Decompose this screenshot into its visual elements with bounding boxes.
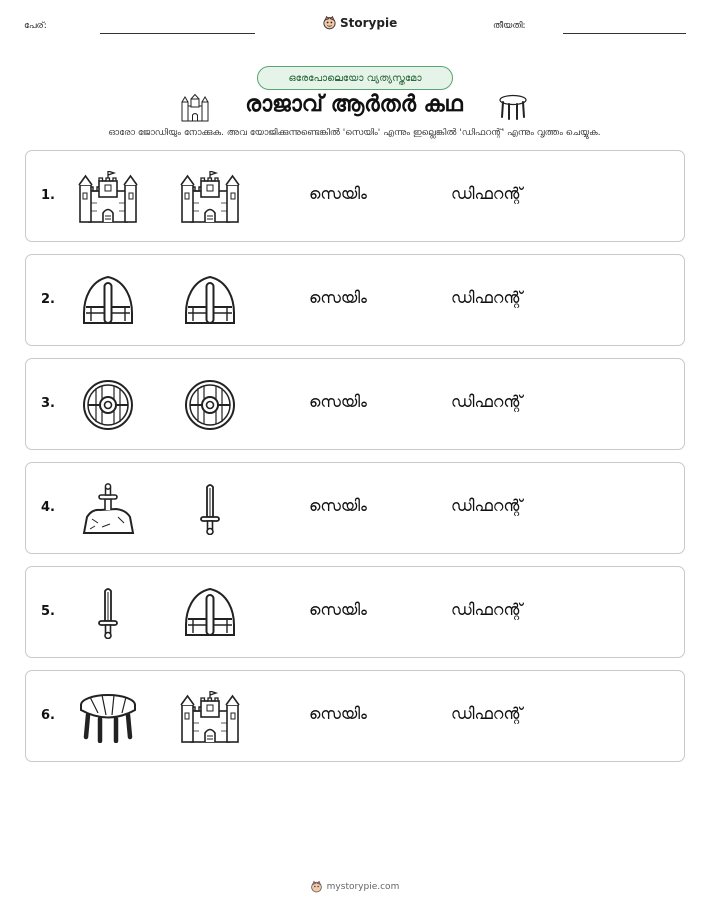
sword-icon bbox=[78, 587, 138, 639]
different-option[interactable]: ഡിഫറന്റ് bbox=[451, 184, 523, 203]
date-field-line[interactable] bbox=[563, 33, 686, 34]
page-title: രാജാവ് ആർതർ കഥ bbox=[245, 92, 463, 117]
brand-name: Storypie bbox=[340, 15, 398, 30]
question-number: 1. bbox=[41, 188, 55, 203]
instructions: ഓരോ ജോഡിയും നോക്കുക. അവ യോജിക്കുന്നുണ്ടെങ്കിൽ 'സെയിം' എന്നും ഇല്ലെങ്കിൽ 'ഡിഫറന്റ്' എന്നും വൃത്തം ചെയ്യുക. bbox=[108, 128, 601, 138]
castle-icon bbox=[180, 691, 240, 743]
different-option[interactable]: ഡിഫറന്റ് bbox=[451, 288, 523, 307]
storypie-mascot-icon bbox=[322, 15, 337, 30]
different-option[interactable]: ഡിഫറന്റ് bbox=[451, 496, 523, 515]
question-row bbox=[25, 358, 685, 450]
same-option[interactable]: സെയിം bbox=[309, 392, 367, 411]
question-row bbox=[25, 462, 685, 554]
castle-icon bbox=[78, 171, 138, 223]
different-option[interactable]: ഡിഫറന്റ് bbox=[451, 600, 523, 619]
sword-icon bbox=[180, 483, 240, 535]
question-number: 3. bbox=[41, 396, 55, 411]
shield-icon bbox=[78, 379, 138, 431]
brand-logo bbox=[322, 15, 397, 30]
name-field-line[interactable] bbox=[100, 33, 255, 34]
same-option[interactable]: സെയിം bbox=[309, 496, 367, 515]
question-row bbox=[25, 566, 685, 658]
question-number: 4. bbox=[41, 500, 55, 515]
castle-icon bbox=[180, 171, 240, 223]
storypie-mascot-icon bbox=[310, 880, 323, 893]
different-option[interactable]: ഡിഫറന്റ് bbox=[451, 704, 523, 723]
castle-icon bbox=[180, 93, 210, 123]
round-table-icon bbox=[497, 92, 529, 122]
shield-icon bbox=[180, 379, 240, 431]
date-label: തീയതി: bbox=[493, 21, 526, 31]
category-pill-label: ഒരേപോലെയോ വ്യത്യസ്തമോ bbox=[288, 72, 422, 84]
category-pill bbox=[257, 66, 453, 90]
title-row bbox=[0, 92, 709, 122]
same-option[interactable]: സെയിം bbox=[309, 288, 367, 307]
sword-in-stone-icon bbox=[78, 483, 138, 535]
different-option[interactable]: ഡിഫറന്റ് bbox=[451, 392, 523, 411]
helmet-icon bbox=[78, 275, 138, 327]
question-row bbox=[25, 254, 685, 346]
round-table-icon bbox=[78, 691, 138, 743]
same-option[interactable]: സെയിം bbox=[309, 600, 367, 619]
same-option[interactable]: സെയിം bbox=[309, 184, 367, 203]
question-number: 6. bbox=[41, 708, 55, 723]
question-number: 2. bbox=[41, 292, 55, 307]
name-label: പേര്: bbox=[24, 21, 47, 31]
footer bbox=[0, 880, 709, 893]
same-option[interactable]: സെയിം bbox=[309, 704, 367, 723]
question-row bbox=[25, 150, 685, 242]
footer-site-link[interactable]: mystorypie.com bbox=[326, 881, 400, 892]
helmet-icon bbox=[180, 587, 240, 639]
question-number: 5. bbox=[41, 604, 55, 619]
helmet-icon bbox=[180, 275, 240, 327]
question-row bbox=[25, 670, 685, 762]
worksheet-header bbox=[0, 14, 709, 40]
